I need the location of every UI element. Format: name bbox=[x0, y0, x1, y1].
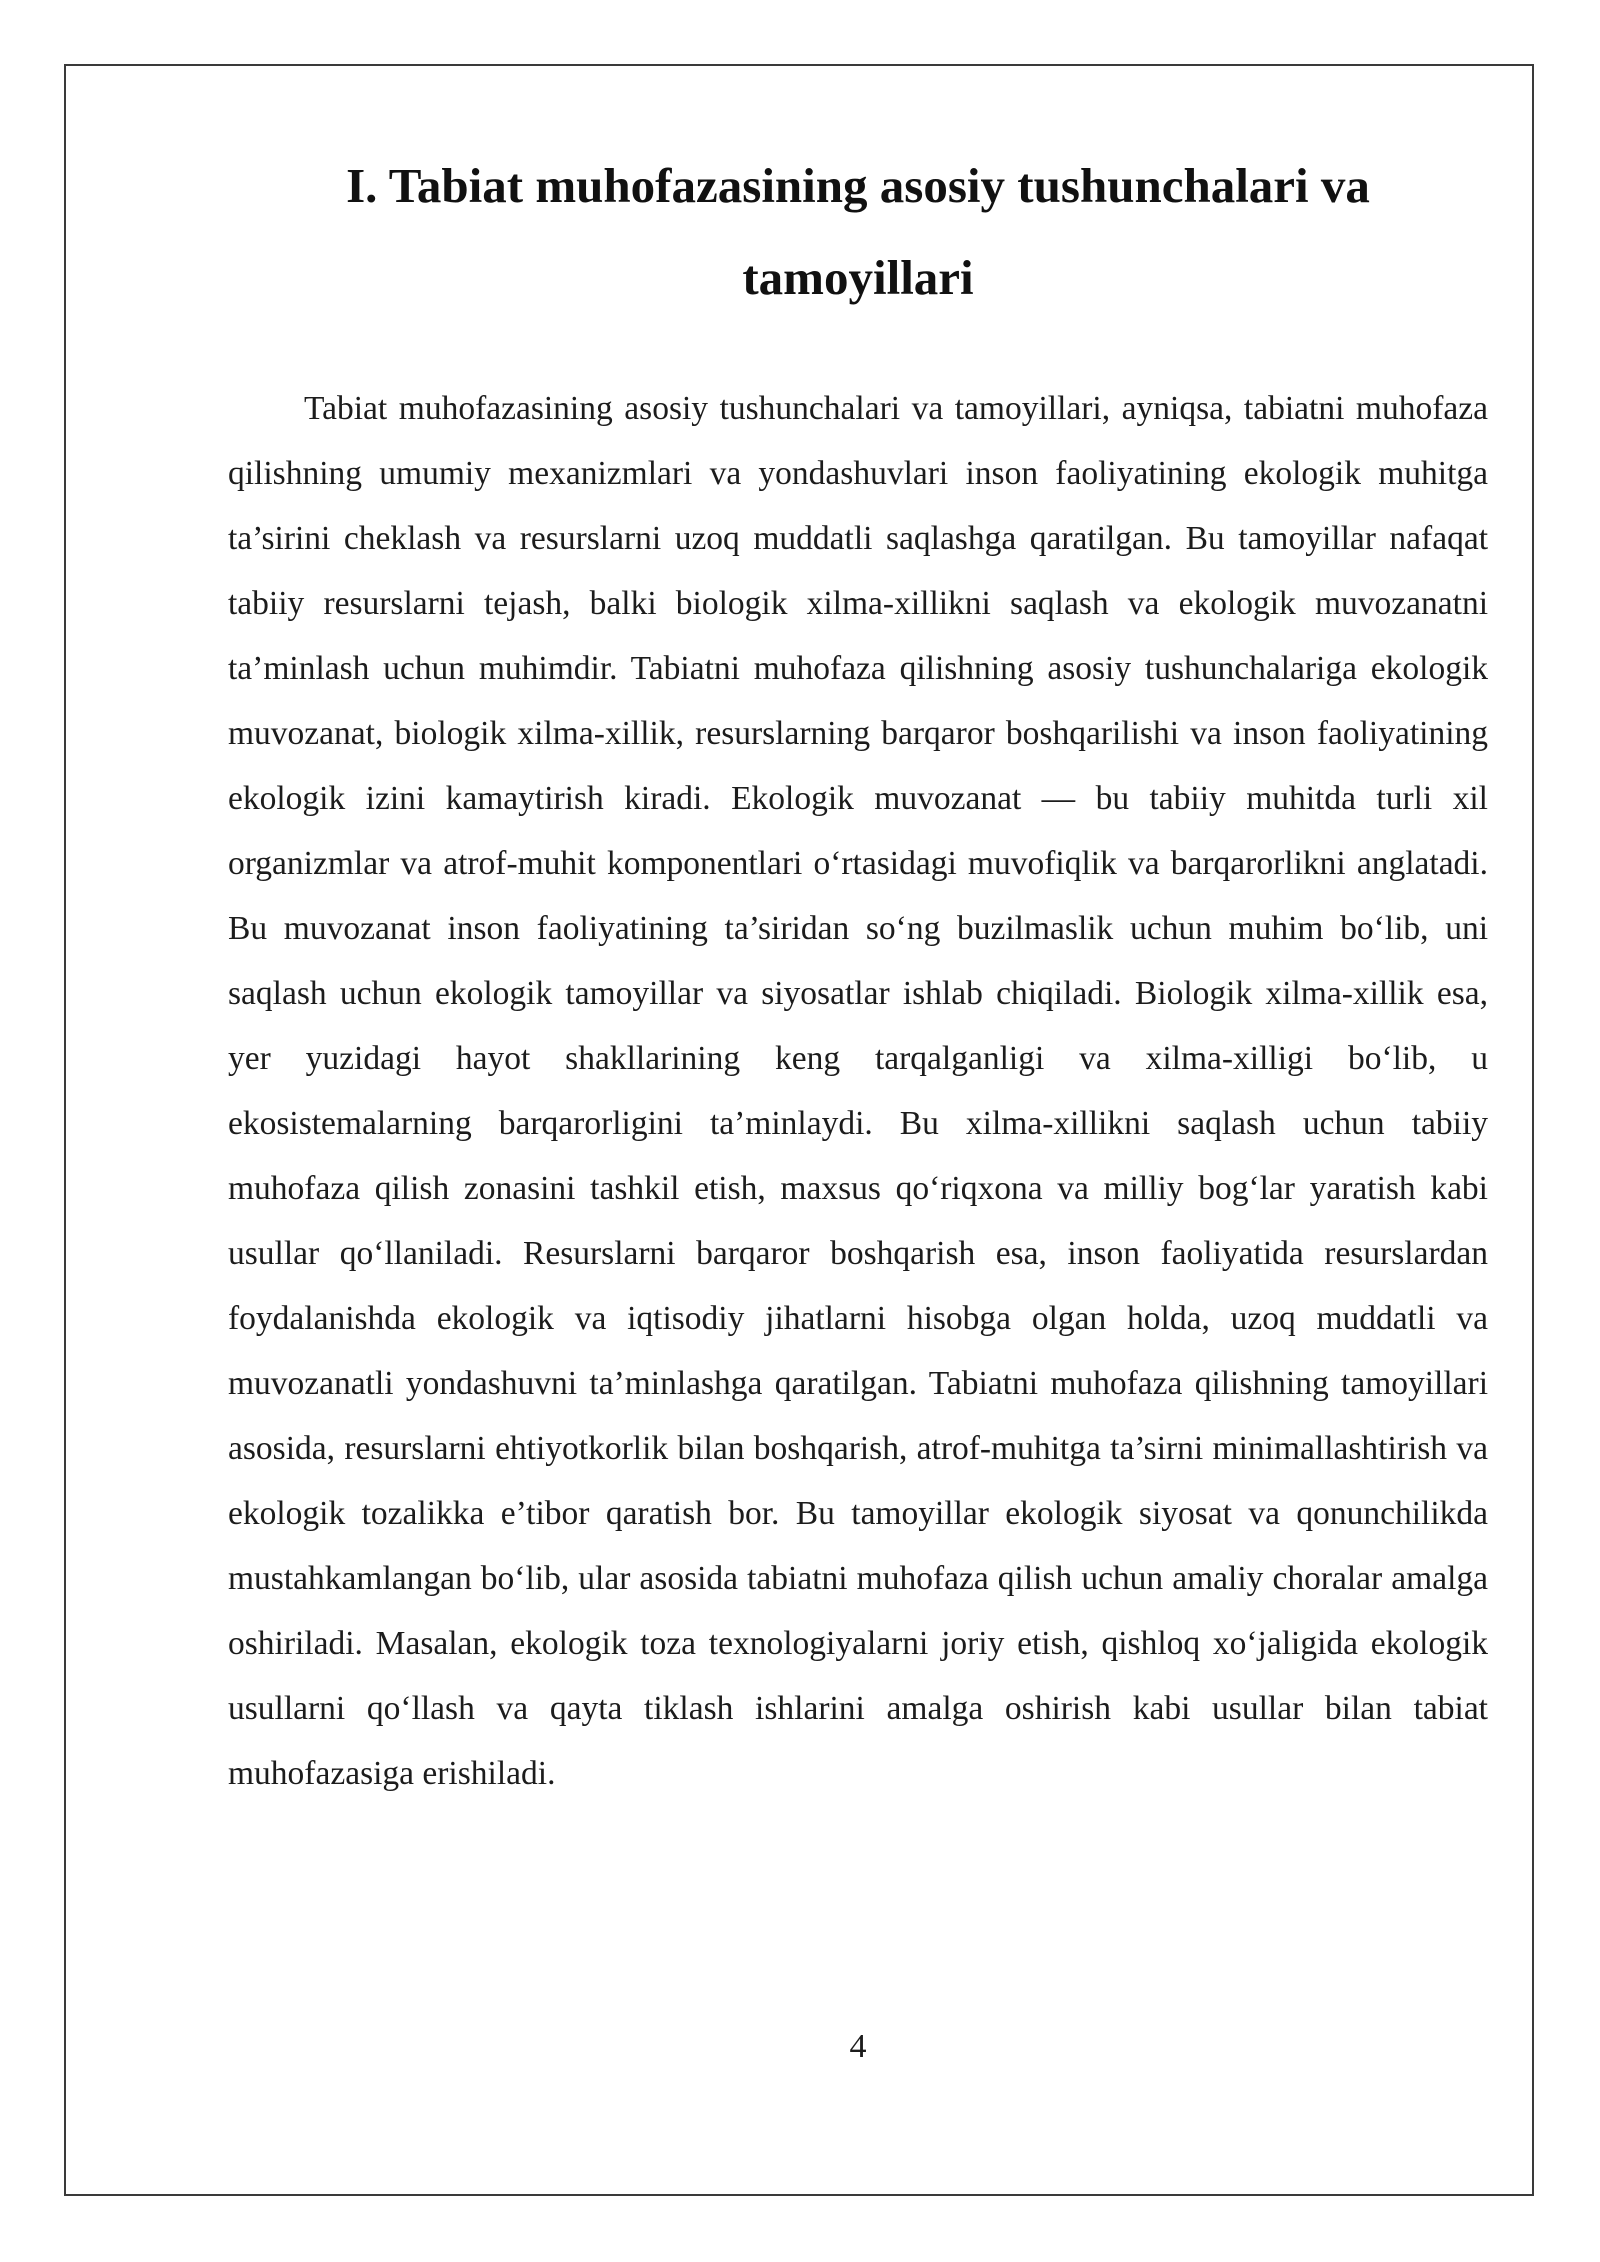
page-number: 4 bbox=[849, 2028, 867, 2065]
section-title: I. Tabiat muhofazasining asosiy tushunchalari va tamoyillari bbox=[346, 158, 1370, 305]
body-paragraph: Tabiat muhofazasining asosiy tushunchalari va tamoyillari, ayniqsa, tabiatni muhofaza qilishning umumiy mexanizmlari va yondashuvlari inson faoliyatining ekologik muhitga ta’sirini cheklash va resurslarni uzoq muddatli saqlashga qaratilgan. Bu tamoyillar nafaqat tabiiy resurslarni tejash, balki biologik xilma-xillikni saqlash va ekologik muvozanatni ta’minlash uchun muhimdir. Tabiatni muhofaza qilishning asosiy tushunchalariga ekologik muvozanat, biologik xilma-xillik, resurslarning barqaror boshqarilishi va inson faoliyatining ekologik izini kamaytirish kiradi. Ekologik muvozanat — bu tabiiy muhitda turli xil organizmlar va atrof-muhit komponentlari o‘rtasidagi muvofiqlik va barqarorlikni anglatadi. Bu muvozanat inson faoliyatining ta’siridan so‘ng buzilmaslik uchun muhim bo‘lib, uni saqlash uchun ekologik tamoyillar va siyosatlar ishlab chiqiladi. Biologik xilma-xillik esa, yer yuzidagi hayot shakllarining keng tarqalganligi va xilma-xilligi bo‘lib, u ekosistemalarning barqarorligini ta’minlaydi. Bu xilma-xillikni saqlash uchun tabiiy muhofaza qilish zonasini tashkil etish, maxsus qo‘riqxona va milliy bog‘lar yaratish kabi usullar qo‘llaniladi. Resurslarni barqaror boshqarish esa, inson faoliyatida resurslardan foydalanishda ekologik va iqtisodiy jihatlarni hisobga olgan holda, uzoq muddatli va muvozanatli yondashuvni ta’minlashga qaratilgan. Tabiatni muhofaza qilishning tamoyillari asosida, resurslarni ehtiyotkorlik bilan boshqarish, atrof-muhitga ta’sirni minimallashtirish va ekologik tozalikka e’tibor qaratish bor. Bu tamoyillar ekologik siyosat va qonunchilikda mustahkamlangan bo‘lib, ular asosida tabiatni muhofaza qilish uchun amaliy choralar amalga oshiriladi. Masalan, ekologik toza texnologiyalarni joriy etish, qishloq xo‘jaligida ekologik usullarni qo‘llash va qayta tiklash ishlarini amalga oshirish kabi usullar bilan tabiat muhofazasiga erishiladi. bbox=[228, 390, 1488, 1792]
